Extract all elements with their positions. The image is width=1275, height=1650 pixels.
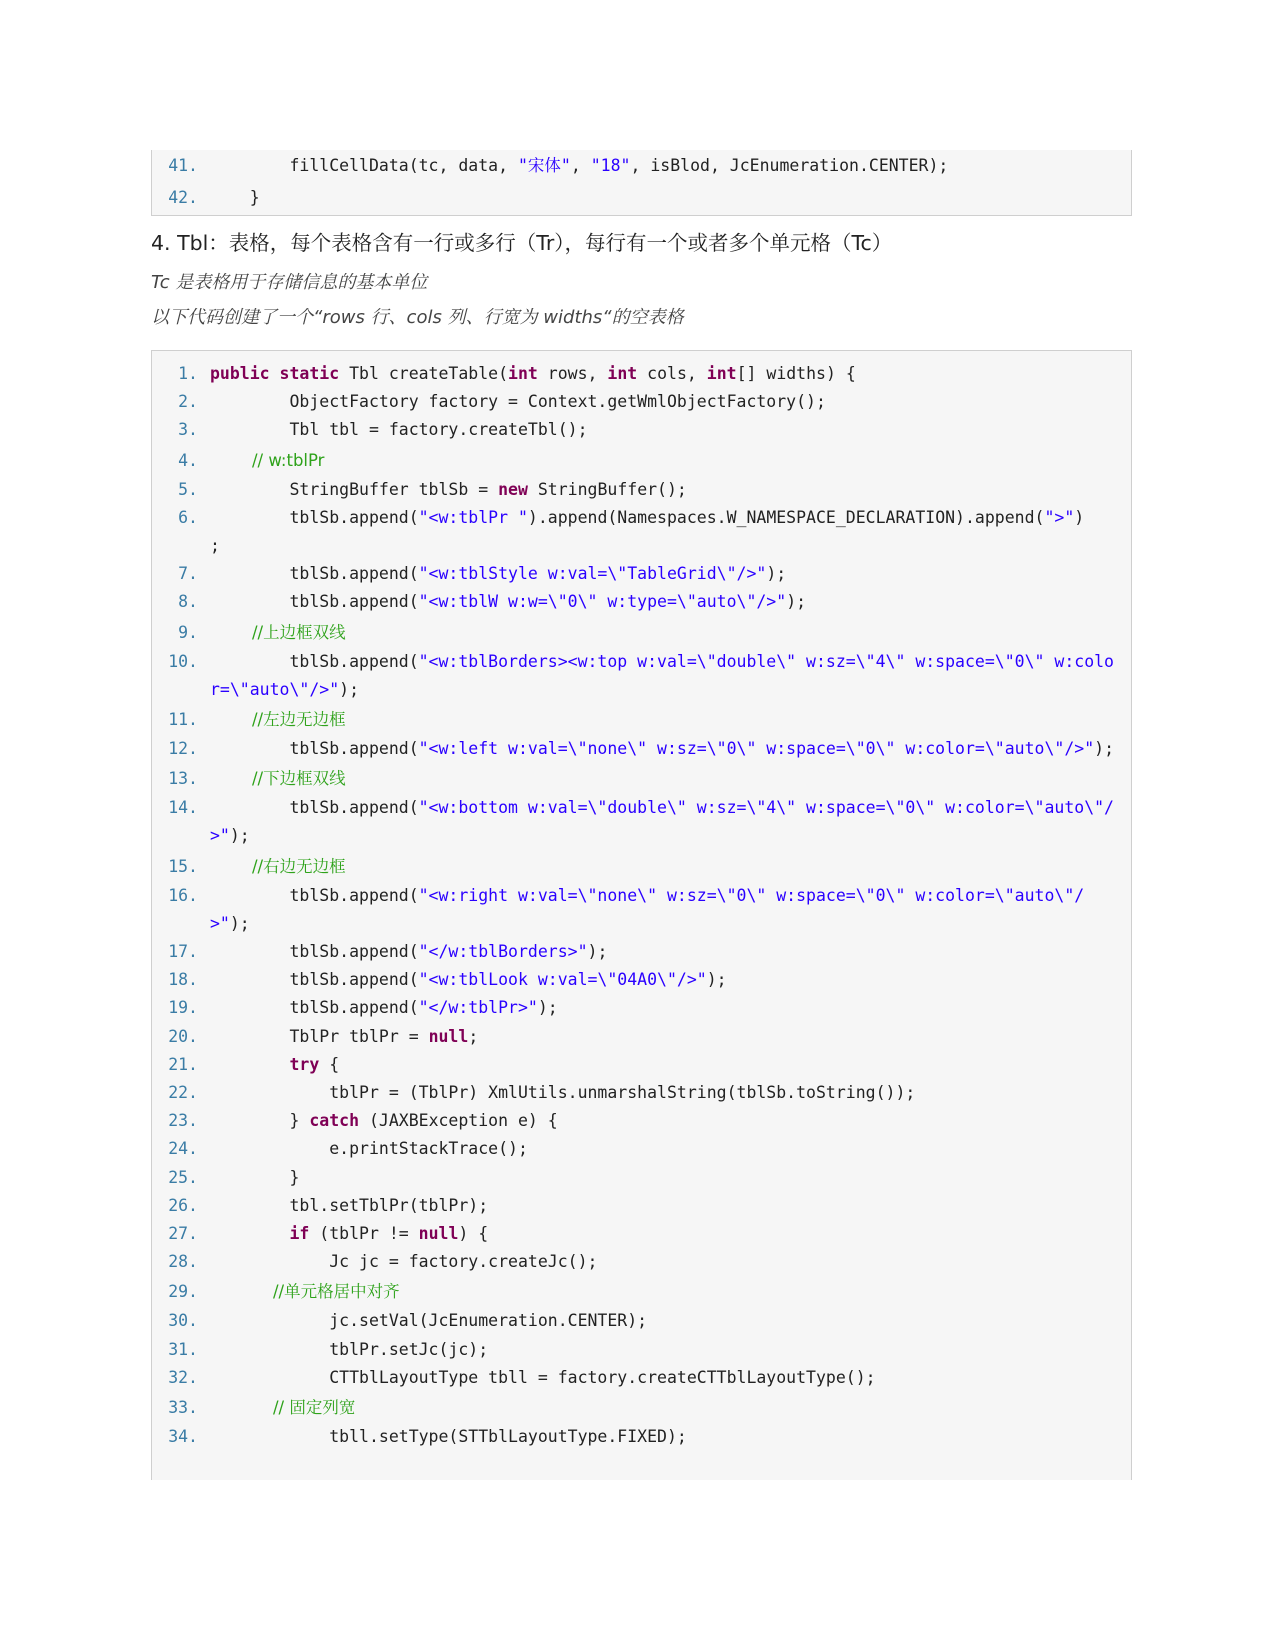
keyword: null — [418, 1224, 459, 1244]
code-token — [210, 1055, 289, 1074]
line-number: 25. — [168, 1167, 198, 1187]
code-text — [210, 560, 1131, 588]
keyword: new — [498, 479, 528, 499]
comment: //单元格居中对齐 — [210, 1282, 400, 1302]
comment: // 固定列宽 — [210, 1398, 356, 1418]
line-number: 26. — [168, 1195, 198, 1215]
code-line — [152, 1192, 1131, 1220]
section-heading: 4. Tbl：表格，每个表格含有一行或多行（Tr），每行有一个或者多个单元格（Tc） — [151, 231, 893, 255]
string-literal: "</w:tblBorders>" — [418, 942, 588, 962]
line-number: 24. — [168, 1139, 198, 1159]
code-token: tblSb.append( — [210, 564, 419, 584]
code-token: tblSb.append( — [210, 507, 419, 527]
string-literal: "<w:tblLook w:val=\"04A0\"/>" — [418, 970, 707, 990]
code-token: rows, — [537, 364, 608, 383]
code-token: TblPr tblPr = — [210, 1026, 429, 1046]
keyword: static — [279, 364, 340, 383]
code-token: ) ; — [210, 507, 1085, 556]
line-number: 28. — [168, 1252, 198, 1272]
code-text — [210, 476, 1131, 504]
string-literal: "<w:tblPr " — [418, 507, 528, 527]
code-token: e.printStackTrace(); — [210, 1139, 528, 1159]
line-number: 10. — [168, 651, 198, 671]
code-token: } — [210, 188, 260, 207]
code-line — [152, 1164, 1131, 1192]
line-number: 7. — [178, 564, 198, 584]
code-token: Tbl createTable( — [339, 364, 509, 383]
code-token: tblPr = (TblPr) XmlUtils.unmarshalString(tblSb.toString()); — [210, 1083, 916, 1103]
code-text — [210, 704, 1131, 735]
line-number: 19. — [168, 998, 198, 1018]
code-text — [210, 617, 1131, 648]
code-text — [210, 648, 1131, 704]
code-line — [152, 1307, 1131, 1335]
code-line — [152, 504, 1131, 560]
code-line — [152, 560, 1131, 588]
code-text — [210, 994, 1131, 1022]
code-line — [152, 1051, 1131, 1079]
code-text — [210, 735, 1131, 763]
code-line — [152, 1023, 1131, 1051]
code-block-2 — [151, 350, 1132, 1480]
line-number: 21. — [168, 1054, 198, 1074]
code-line — [152, 994, 1131, 1022]
code-token: ); — [229, 913, 250, 933]
code-token: (tblPr != — [309, 1224, 419, 1244]
code-token: } — [210, 1167, 300, 1187]
code-text — [210, 388, 1131, 416]
line-number: 41. — [168, 156, 198, 175]
note-line-1: Tc 是表格用于存储信息的基本单位 — [151, 272, 428, 293]
code-token: ) { — [458, 1224, 489, 1244]
code-token: } — [210, 1111, 310, 1131]
code-line — [152, 1423, 1131, 1451]
code-line — [152, 1079, 1131, 1107]
code-line — [152, 938, 1131, 966]
string-literal: "<w:right w:val=\"none\" w:sz=\"0\" w:space=\"0\" w:color=\"auto\"/>" — [210, 885, 1085, 933]
line-number: 16. — [168, 885, 198, 905]
code-text — [210, 1192, 1131, 1220]
line-number: 20. — [168, 1026, 198, 1046]
code-line — [152, 882, 1131, 938]
code-text — [210, 1276, 1131, 1307]
code-token: StringBuffer(); — [527, 479, 687, 499]
code-text — [210, 182, 1131, 214]
code-token: tblSb.append( — [210, 651, 419, 671]
code-line — [152, 588, 1131, 616]
string-literal: "<w:tblBorders><w:top w:val=\"double\" w:sz=\"4\" w:space=\"0\" w:color=\"auto\"/>" — [210, 651, 1114, 699]
line-number: 14. — [168, 798, 198, 818]
code-text — [210, 1307, 1131, 1335]
code-text — [210, 360, 1131, 388]
line-number: 6. — [178, 507, 198, 527]
line-number: 31. — [168, 1339, 198, 1359]
code-token: Tbl tbl = factory.createTbl(); — [210, 420, 588, 440]
code-line — [152, 617, 1131, 648]
code-token: tbl.setTblPr(tblPr); — [210, 1195, 489, 1215]
line-number: 30. — [168, 1311, 198, 1331]
keyword: if — [289, 1224, 310, 1244]
code-token: tblSb.append( — [210, 739, 419, 759]
string-literal: "<w:tblStyle w:val=\"TableGrid\"/>" — [418, 564, 767, 584]
line-number: 32. — [168, 1367, 198, 1387]
code-line — [152, 416, 1131, 444]
comment: //左边无边框 — [210, 710, 346, 730]
code-token: ); — [706, 970, 727, 990]
code-line — [152, 1392, 1131, 1423]
code-text — [210, 882, 1131, 938]
line-number: 18. — [168, 970, 198, 990]
code-token: tblSb.append( — [210, 592, 419, 612]
code-line — [152, 851, 1131, 882]
code-line — [152, 388, 1131, 416]
code-text — [210, 1364, 1131, 1392]
line-number: 1. — [178, 364, 198, 383]
code-token: , — [570, 156, 591, 175]
code-block-1 — [151, 150, 1132, 216]
code-line — [152, 1248, 1131, 1276]
string-literal: "<w:left w:val=\"none\" w:sz=\"0\" w:space=\"0\" w:color=\"auto\"/>" — [418, 739, 1095, 759]
code-token: , isBlod, JcEnumeration.CENTER); — [630, 156, 949, 175]
code-token: Jc jc = factory.createJc(); — [210, 1252, 598, 1272]
code-token: ).append(Namespaces.W_NAMESPACE_DECLARATION).append( — [527, 507, 1045, 527]
code-text — [210, 150, 1131, 182]
comment: //右边无边框 — [210, 856, 346, 876]
code-line — [152, 735, 1131, 763]
line-number: 33. — [168, 1398, 198, 1418]
note-line-2: 以下代码创建了一个“rows 行、cols 列、行宽为 widths“的空表格 — [151, 307, 684, 328]
string-literal: "<w:bottom w:val=\"double\" w:sz=\"4\" w:space=\"0\" w:color=\"auto\"/>" — [210, 798, 1114, 846]
code-text — [210, 794, 1131, 850]
code-line — [152, 794, 1131, 850]
code-token: tblPr.setJc(jc); — [210, 1339, 489, 1359]
code-token: ); — [1094, 739, 1115, 759]
code-token: ; — [468, 1026, 479, 1046]
code-line — [152, 1135, 1131, 1163]
code-text — [210, 1023, 1131, 1051]
code-line — [152, 1276, 1131, 1307]
code-token: (JAXBException e) { — [359, 1111, 558, 1131]
comment: //下边框双线 — [210, 769, 346, 789]
code-text — [210, 1336, 1131, 1364]
code-text — [210, 445, 1131, 476]
line-number: 34. — [168, 1427, 198, 1447]
code-text — [210, 416, 1131, 444]
code-text — [210, 1423, 1131, 1451]
code-token: StringBuffer tblSb = — [210, 479, 499, 499]
code-text — [210, 938, 1131, 966]
code-line — [152, 445, 1131, 476]
string-literal: "18" — [590, 156, 631, 175]
comment: // w:tblPr — [210, 450, 325, 470]
code-token: fillCellData(tc, data, — [210, 156, 518, 175]
line-number: 8. — [178, 592, 198, 612]
code-line — [152, 150, 1131, 182]
line-number: 22. — [168, 1083, 198, 1103]
code-line — [152, 1220, 1131, 1248]
code-text — [210, 1164, 1131, 1192]
code-token — [270, 364, 280, 383]
code-text — [210, 588, 1131, 616]
keyword: null — [428, 1026, 469, 1046]
code-token: tblSb.append( — [210, 885, 419, 905]
comment: //上边框双线 — [210, 622, 346, 642]
line-number: 29. — [168, 1282, 198, 1302]
code-token: { — [319, 1054, 340, 1074]
code-token: [] widths) { — [736, 364, 856, 383]
code-token: tblSb.append( — [210, 798, 419, 818]
code-token: cols, — [637, 364, 707, 383]
code-token: tblSb.append( — [210, 998, 419, 1018]
keyword: try — [289, 1054, 320, 1074]
line-number: 17. — [168, 942, 198, 962]
line-number: 11. — [168, 710, 198, 730]
line-number: 2. — [178, 392, 198, 412]
string-literal: "</w:tblPr>" — [418, 998, 538, 1018]
code-token: ); — [786, 592, 807, 612]
code-text — [210, 504, 1131, 560]
code-line — [152, 182, 1131, 214]
line-number: 9. — [178, 622, 198, 642]
string-literal: ">" — [1044, 507, 1075, 527]
code-text — [210, 763, 1131, 794]
line-number: 42. — [168, 188, 198, 207]
code-text — [210, 1248, 1131, 1276]
keyword: catch — [309, 1111, 360, 1131]
code-token: ); — [537, 998, 558, 1018]
code-token: ObjectFactory factory = Context.getWmlObjectFactory(); — [210, 392, 826, 412]
code-line — [152, 1107, 1131, 1135]
keyword: int — [508, 364, 538, 383]
code-token: tblSb.append( — [210, 970, 419, 990]
code-token: tbll.setType(STTblLayoutType.FIXED); — [210, 1427, 687, 1447]
code-line — [152, 476, 1131, 504]
keyword: int — [706, 364, 737, 383]
string-literal: "宋体" — [517, 156, 571, 175]
code-line — [152, 1364, 1131, 1392]
code-line — [152, 360, 1131, 388]
keyword: int — [607, 364, 638, 383]
code-token: ); — [339, 679, 360, 699]
code-line — [152, 1336, 1131, 1364]
code-text — [210, 1135, 1131, 1163]
code-token — [210, 1224, 289, 1243]
code-token: ); — [229, 826, 250, 846]
line-number: 13. — [168, 769, 198, 789]
code-token: CTTblLayoutType tbll = factory.createCTTblLayoutType(); — [210, 1367, 876, 1387]
line-number: 23. — [168, 1111, 198, 1131]
code-text — [210, 966, 1131, 994]
code-token: ); — [766, 564, 787, 584]
code-token: jc.setVal(JcEnumeration.CENTER); — [210, 1311, 648, 1331]
code-line — [152, 704, 1131, 735]
code-line — [152, 648, 1131, 704]
code-token: ); — [587, 942, 608, 962]
line-number: 4. — [178, 450, 198, 470]
code-text — [210, 1051, 1131, 1079]
code-text — [210, 1392, 1131, 1423]
code-text — [210, 1079, 1131, 1107]
line-number: 15. — [168, 856, 198, 876]
string-literal: "<w:tblW w:w=\"0\" w:type=\"auto\"/>" — [418, 592, 787, 612]
line-number: 5. — [178, 479, 198, 499]
code-line — [152, 763, 1131, 794]
line-number: 12. — [168, 739, 198, 759]
code-text — [210, 1107, 1131, 1135]
line-number: 3. — [178, 420, 198, 440]
code-token: tblSb.append( — [210, 942, 419, 962]
code-text — [210, 851, 1131, 882]
code-text — [210, 1220, 1131, 1248]
line-number: 27. — [168, 1224, 198, 1244]
code-line — [152, 966, 1131, 994]
keyword: public — [210, 364, 270, 383]
